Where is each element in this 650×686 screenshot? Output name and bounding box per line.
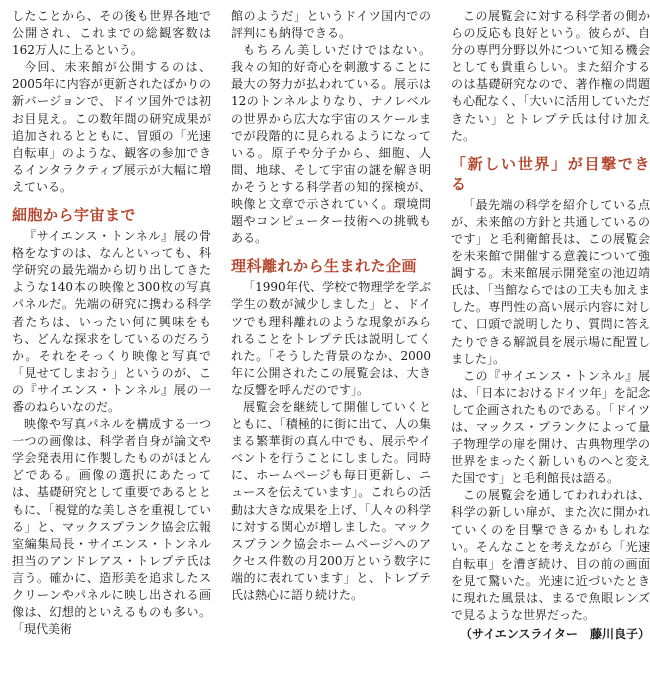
- section-heading: 「新しい世界」が目撃できる: [451, 154, 650, 193]
- section-heading: 理科離れから生まれた企画: [231, 257, 418, 276]
- column-3: [451, 8, 650, 680]
- section-heading: 細胞から宇宙まで: [12, 206, 137, 225]
- author-byline: （サイエンスライター 藤川良子）: [460, 627, 650, 642]
- column-1: [12, 8, 211, 680]
- paragraph: 今回、未来館が公開するのは、2005年に内容が更新されたばかりの新バージョンで、ドイツ国外では初お目見え。この数年間の研究成果が追加されるとともに、冒頭の「光速自転車」のような、観客の参加できるインタラクティブ展示が大幅に増えている。: [12, 60, 211, 194]
- paragraph: もちろん美しいだけではない。我々の知的好奇心を刺激することに最大の努力が払われている。展示は12のトンネルよりなり、ナノレベルの世界から広大な宇宙のスケールまでが段階的に見られるようになっている。原子や分子から、細胞、人間、地球、そして宇宙の謎を解き明かそうとする科学者の知的探検が、映像と文章で示されていく。環境問題やコンピューター技術への挑戦もある。: [231, 43, 431, 246]
- paragraph: したことから、その後も世界各地で公開され、これまでの総観客数は162万人に上るという。: [12, 9, 211, 58]
- paragraph: この展覧会に対する科学者の側からの反応も良好という。彼らが、自分の専門分野以外について知る機会としても貴重らしい。また紹介するのは基礎研究なので、著作権の問題も心配なく、「大いに活用していただきたい」とトレプテ氏は付け加えた。: [451, 9, 650, 143]
- paragraph: 『サイエンス・トンネル』展の骨格をなすのは、なんといっても、科学研究の最先端から切り出してきたような140本の映像と300枚の写真パネルだ。先端の研究に携わる科学者たちは、いったい何に興味をもち、どんな探求をしているのだろうか。それをそっくり映像と写真で「見せてしまおう」というのが、この『サイエンス・トンネル』展の一番のねらいなのだ。: [12, 229, 211, 414]
- paragraph: この『サイエンス・トンネル』展は、「日本におけるドイツ年」を記念して企画されたものである。「ドイツは、マックス・プランクによって量子物理学の扉を開け、古典物理学の世界をまったく新しいものへと変えた国です」と毛利館長は語る。: [451, 368, 650, 486]
- paragraph: 映像や写真パネルを構成する一つ一つの画像は、科学者自身が論文や学会発表用に作製したものがほとんどである。画像の選択にあたっては、基礎研究として重要であるとともに、「視覚的な美しさを重視している」と、マックスプランク協会広報室編集局長・サイエンス・トンネル担当のアンドレアス・トレプテ氏は言う。確かに、造形美を追求したスクリーンやパネルに映し出される画像は、幻想的といえるものも多い。「現代美術: [12, 417, 211, 637]
- paragraph: 「1990年代、学校で物理学を学ぶ学生の数が減少しました」と、ドイツでも理科離れのような現象がみられることをトレプテ氏は説明してくれた。「そうした背景のなか、2000年に公開されたこの展覧会は、大きな反響を呼んだのです」。: [231, 280, 431, 397]
- paragraph: 展覧会を継続して開催していくとともに、「積極的に街に出て、人の集まる繁華街の真ん中でも、展示やイベントを行うことにしました。同時に、ホームページも毎日更新し、ニュースを伝えています」。これらの活動は大きな成果を上げ、「人々の科学に対する関心が増しました。マックスプランク協会ホームページへのアクセス件数の月200万という数字に端的に表れています」と、トレプテ氏は熱心に語り続けた。: [231, 399, 431, 602]
- paragraph: 「最先端の科学を紹介している点が、未来館の方針と共通しているのです」と毛利衛館長は、この展覧会を未来館で開催する意義について強調する。未来館展示開発室の池辺靖氏は、「当館ならではの工夫も加えました。専門性の高い展示内容に対して、口頭で説明したり、質問に答えたりできる解説員を展示場に配置しました」。: [451, 197, 650, 366]
- paragraph: 館のようだ」というドイツ国内での評判にも納得できる。: [231, 9, 431, 41]
- column-2: [231, 8, 431, 680]
- paragraph: この展覧会を通してわれわれは、科学の新しい扉が、また次に開かれていくのを目撃できるかもしれない。そんなことを考えながら「光速自転車」を漕ぎ続け、目の前の画面を見て驚いた。光速に近づいたときに現れた風景は、まるで魚眼レンズで見るような世界だった。: [451, 488, 650, 622]
